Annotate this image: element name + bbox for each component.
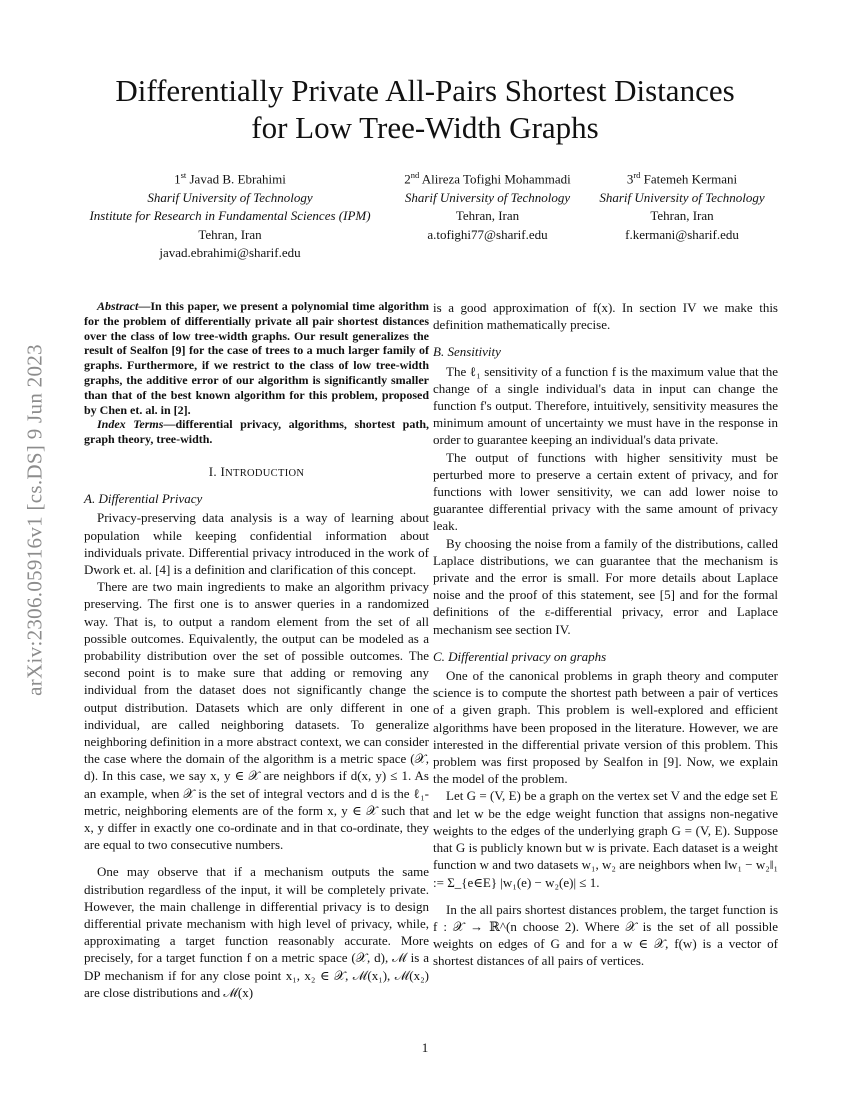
section-heading-introduction: I. INTRODUCTION [208,463,305,479]
author-2-email: a.tofighi77@sharif.edu [427,226,548,242]
author-name-3: 3rd Fatemeh Kermani [626,170,738,187]
paragraph: The ℓ₁ sensitivity of a function f is the maximum value that the change of a single individual's data in input can change the function f's output. Therefore, intuitively, sensitivity measures the minimum amount of uncertainty we must have in the response in order to guarantee keeping an individual's data private. [433,363,778,448]
title-line-1: Differentially Private All-Pairs Shortest Distances [115,73,735,108]
paragraph: One of the canonical problems in graph theory and computer science is to compute the shortest path between a pair of vertices of a given graph. This problem is well-explored and efficient algorithms have been proposed in the literature. However, we are interested in the differential private version of this problem. This problem was first proposed by Sealfon in [9]. Now, we explain the model of the problem. [433,668,778,787]
author-3-email: f.kermani@sharif.edu [625,226,739,242]
paragraph: Let G = (V, E) be a graph on the vertex set V and the edge set E and let w be the edge weight function that assigns non-negative weights to the edges of the underlying graph G = (V, E). Suppose that G is publicly known but w is private. Each dataset is a weight function w and two datasets w₁, w₂ are neighbors when ‖w₁ − w₂‖₁ := Σ_{e∈E} |w₁(e) − w₂(e)| ≤ 1. [433,788,778,890]
paragraph: By choosing the noise from a family of the distributions, called Laplace distributions, we can guarantee that the mechanism is private and the error is small. For more details about Laplace noise and the proof of this statement, see [5] and for the formal definitions of the ε-differential privacy, error and Laplace mechanism see section IV. [433,535,778,637]
author-1-location: Tehran, Iran [198,226,262,242]
paragraph-continued: is a good approximation of f(x). In section IV we make this definition mathematically precise. [433,300,778,333]
author-2-affiliation: Sharif University of Technology [404,189,571,205]
left-column [84,299,429,1001]
arxiv-identifier: arXiv:2306.05916v1 [cs.DS] 9 Jun 2023 [22,344,47,696]
subsection-graphs: C. Differential privacy on graphs [433,648,607,664]
author-1-affiliation: Sharif University of Technology [147,189,313,205]
index-terms: Index Terms—differential privacy, algorithms, shortest path, graph theory, tree-width. [84,417,429,447]
right-column [433,299,778,970]
author-1-email: javad.ebrahimi@sharif.edu [159,245,301,261]
subsection-sensitivity: B. Sensitivity [433,344,501,360]
paragraph: The output of functions with higher sensitivity must be perturbed more to preserve a certain extent of privacy, and for functions with lower sensitivity, we can add lower noise to guarantee differential privacy with the same amount of privacy leak. [433,449,778,534]
author-3-affiliation: Sharif University of Technology [599,189,765,205]
title-line-2: for Low Tree-Width Graphs [251,110,599,145]
author-2-location: Tehran, Iran [455,208,520,224]
arxiv-side-stamp [20,290,50,750]
abstract: Abstract—In this paper, we present a polynomial time algorithm for the problem of differentially private all pair shortest distances over the class of low tree-width graphs. Our result generalizes the result of Sealfon [9] for the case of trees to a much larger family of graphs. Furthermore, if we restrict to the class of low tree-width graphs, the additive error of our algorithm is significantly smaller than that of the best known algorithm for this problem, proposed by Chen et. al. in [2]. [84,299,429,417]
author-block-2 [380,166,595,244]
author-name-1: 1st Javad B. Ebrahimi [174,170,286,187]
author-3-location: Tehran, Iran [650,208,714,224]
author-1-affiliation-2: Institute for Research in Fundamental Sciences (IPM) [89,208,371,224]
author-block-1 [60,166,400,263]
paper-title [60,72,790,146]
paragraph: There are two main ingredients to make an algorithm privacy preserving. The first one is to answer queries in a randomized way. That is, to output a random element from the set of all possible outcomes. Equivalently, the output can be modeled as a probability distribution over the set of possible outcomes. The second point is to make sure that adding or removing any individual from the dataset does not significantly change the output distribution. Datasets which are only different in one individual, are called neighboring datasets. To generalize neighboring definition in a more abstract context, we can consider the case where the domain of the algorithm is a metric space (𝒳, d). In this case, we say x, y ∈ 𝒳 are neighbors if d(x, y) ≤ 1. As an example, when 𝒳 is the set of integral vectors and d is the ℓ₁-metric, neighboring elements are of the form x, y ∈ 𝒳 such that x, y differ in exactly one co-ordinate and in that co-ordinate, they are equal to two consecutive numbers. [84,579,429,853]
paragraph: One may observe that if a mechanism outputs the same distribution regardless of the input, it will be completely private. However, the main challenge in differential privacy is to design differential private mechanism with high level of privacy, while, approximating a target function reasonably accurate. More precisely, for a target function f on a metric space (𝒳, d), ℳ is a DP mechanism if for any close point x₁, x₂ ∈ 𝒳, ℳ(x₁), ℳ(x₂) are close distributions and ℳ(x) [84,864,429,1000]
page-number: 1 [421,1040,429,1055]
paragraph: In the all pairs shortest distances problem, the target function is f : 𝒳 → ℝ^(n choose 2). Where 𝒳 is the set of all possible weights on edges of G and for a w ∈ 𝒳, f(w) is a vector of shortest distances of all pairs of vertices. [433,901,778,969]
paragraph: Privacy-preserving data analysis is a way of learning about population while keeping confidential information about individuals private. Differential privacy introduced in the work of Dwork et. al. [4] is a definition and clarification of this concept. [84,510,429,577]
author-name-2: 2nd Alireza Tofighi Mohammadi [404,170,571,187]
author-block-3 [592,166,772,244]
subsection-differential-privacy: A. Differential Privacy [84,491,203,507]
